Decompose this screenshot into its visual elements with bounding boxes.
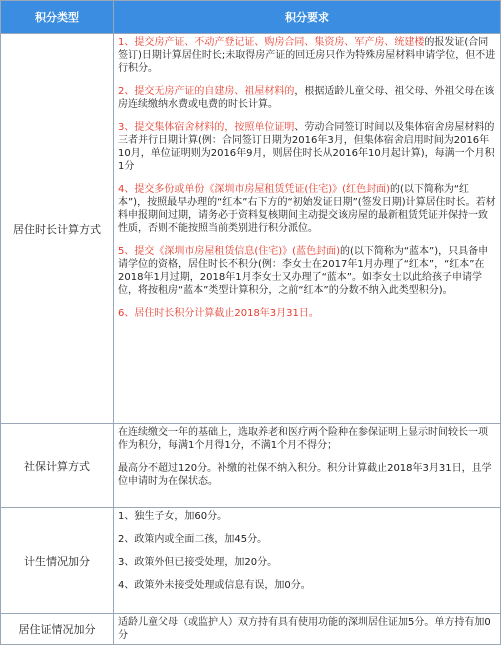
table-row bbox=[1, 614, 501, 645]
residence-item-5-text: 的(以下简称为“蓝本”)，只具备申请学位的资格，居住时长不积分(例：李女士在2017年1月办理了“红本”，“红本”在2018年1月过期，2018年1月李女士又办理了“蓝本”。如李女士以此给孩子申请学位，将按租房“蓝本”类型计算积分，之前“红本”的分数不纳入此类型积分)。 bbox=[118, 246, 489, 296]
row-requirement-permit bbox=[114, 614, 501, 645]
residence-item-1-text: 的报发证(合同签订)日期计算居住时长;未取得房产证的回迁房只作为特殊房屋材料申请学位，但不进行积分。 bbox=[118, 37, 496, 74]
residence-item-4-highlight: 4、提交多份或单份《深圳市房屋租赁凭证(住宅)》(红色封面) bbox=[118, 184, 390, 195]
residence-item-6: 6、居住时长积分计算截止2018年3月31日。 bbox=[118, 308, 319, 319]
social-item-1: 在连续缴交一年的基础上，选取养老和医疗两个险种在参保证明上显示时间较长一项作为积分，每满1个月得1分，不满1个月不得分； bbox=[118, 427, 488, 451]
birth-item-3: 3、政策外但已接受处理，加20分。 bbox=[118, 557, 278, 568]
row-requirement-residence bbox=[114, 34, 501, 424]
birth-item-4: 4、政策外未接受处理或信息有误，加0分。 bbox=[118, 580, 311, 591]
permit-item-1: 适龄儿童父母（或监护人）双方持有具有使用功能的深圳居住证加5分。单方持有加0分 bbox=[118, 617, 491, 641]
table-row bbox=[1, 508, 501, 614]
residence-item-3 bbox=[118, 121, 496, 173]
residence-item-2-highlight: 2、提交无房产证的自建房、祖屋材料的 bbox=[118, 86, 295, 97]
residence-item-3-highlight: 3、提交集体宿舍材料的，按照单位证明 bbox=[118, 122, 295, 133]
row-requirement-birth bbox=[114, 508, 501, 614]
residence-item-2-text: ，根据适龄儿童父母、祖父母、外祖父母在该房连续缴纳水费或电费的时长计算。 bbox=[118, 86, 495, 110]
social-item-2: 最高分不超过120分。补缴的社保不纳入积分。积分计算截止2018年3月31日，且学位申请时为在保状态。 bbox=[118, 463, 492, 487]
birth-item-2: 2、政策内或全面二孩，加45分。 bbox=[118, 534, 268, 545]
row-requirement-social bbox=[114, 424, 501, 508]
table-row bbox=[1, 34, 501, 424]
table-row bbox=[1, 424, 501, 508]
header-type: 积分类型 bbox=[1, 1, 114, 34]
residence-item-1 bbox=[118, 36, 496, 75]
residence-item-5 bbox=[118, 245, 496, 297]
row-type-social: 社保计算方式 bbox=[1, 424, 114, 508]
row-type-permit: 居住证情况加分 bbox=[1, 614, 114, 645]
birth-item-1: 1、独生子女，加60分。 bbox=[118, 511, 228, 522]
row-type-birth: 计生情况加分 bbox=[1, 508, 114, 614]
row-type-residence: 居住时长计算方式 bbox=[1, 34, 114, 424]
residence-item-3-text: 、劳动合同签订时间以及集体宿舍房屋材料的三者并行日期计算(例：合同签订日期为2016年3月，但集体宿舍启用时间为2016年10月，单位证明则为2016年9月，则居住时长从2016年10月起计算)，每满一个月积1分 bbox=[118, 122, 495, 172]
residence-item-2 bbox=[118, 85, 496, 111]
residence-item-4-text: 的(以下简称为“红本”)，按照最早办理的“红本”右下方的“初始发证日期”(签发日期)计算居住时长。若材料申报期间过期，请务必于资料复核期间主动提交该房屋的最新租赁凭证并保持一致性质，否则不能按照当前类别进行积分派位。 bbox=[118, 184, 496, 234]
residence-item-5-highlight: 5、提交《深圳市房屋租赁信息(住宅)》(蓝色封面) bbox=[118, 246, 340, 257]
residence-item-1-highlight: 1、提交房产证、不动产登记证、购房合同、集资房、军产房、统建楼 bbox=[118, 37, 425, 48]
residence-item-4 bbox=[118, 183, 496, 235]
header-requirement: 积分要求 bbox=[114, 1, 501, 34]
header-row bbox=[1, 1, 501, 34]
